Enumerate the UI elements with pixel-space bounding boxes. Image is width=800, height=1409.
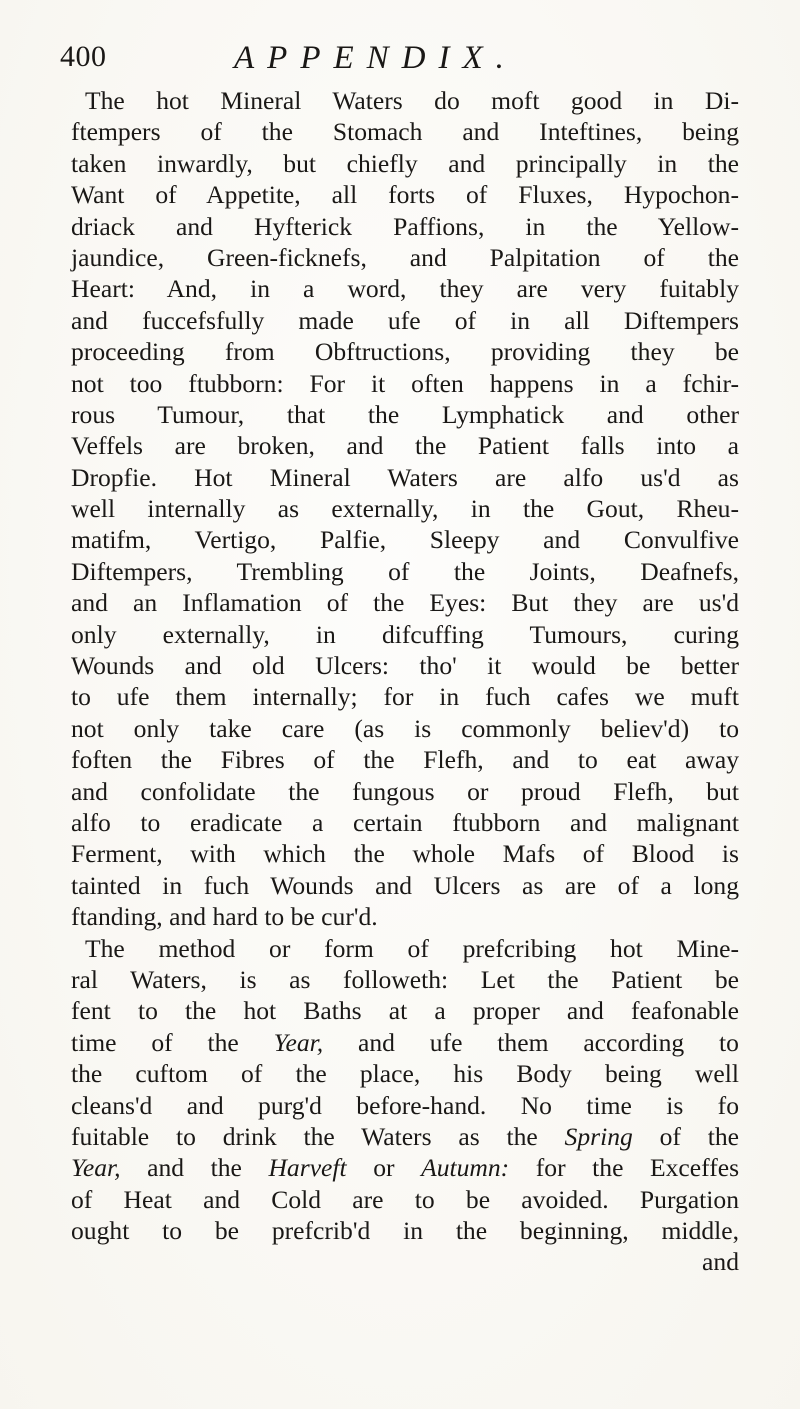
text-line: Ferment, with which the whole Mafs of Blood is: [71, 839, 739, 869]
text-line: fuitable to drink the Waters as the Spring of the: [71, 1121, 740, 1151]
text-line: the cuftom of the place, his Body being well: [71, 1059, 739, 1089]
text-line: of Heat and Cold are to be avoided. Purgation: [71, 1184, 739, 1214]
text-line: ral Waters, is as followeth: Let the Patient be: [71, 964, 739, 994]
page-number: 400: [60, 40, 107, 73]
text-line: well internally as externally, in the Gout, Rheu-: [71, 494, 739, 524]
text-line: Year, and the Harveft or Autumn: for the Exceffes: [71, 1153, 740, 1183]
text-line: driack and Hyfterick Paffions, in the Yellow-: [71, 211, 739, 241]
catchword: and: [702, 1247, 739, 1277]
text-line: Veffels are broken, and the Patient falls into a: [71, 431, 739, 461]
text-line: Diftempers, Trembling of the Joints, Deafnefs,: [71, 556, 739, 586]
text-line: rous Tumour, that the Lymphatick and other: [71, 399, 739, 429]
text-line: and an Inflamation of the Eyes: But they are us'd: [71, 588, 739, 618]
text-line: and confolidate the fungous or proud Flefh, but: [71, 776, 739, 806]
text-line: foften the Fibres of the Flefh, and to eat away: [71, 745, 739, 775]
text-line: not only take care (as is commonly believ'd) to: [71, 713, 739, 743]
text-line: ftanding, and hard to be cur'd.: [71, 902, 378, 932]
text-line: ftempers of the Stomach and Inteftines, being: [71, 117, 739, 147]
text-line: matifm, Vertigo, Palfie, Sleepy and Convulfive: [71, 525, 739, 555]
text-line: The method or form of prefcribing hot Mine-: [85, 933, 739, 963]
text-line: Want of Appetite, all forts of Fluxes, Hypochon-: [71, 180, 739, 210]
text-line: taken inwardly, but chiefly and principally in the: [71, 148, 739, 178]
text-line: to ufe them internally; for in fuch cafes we muft: [71, 682, 739, 712]
text-line: The hot Mineral Waters do moft good in Di-: [85, 86, 739, 115]
text-line: alfo to eradicate a certain ftubborn and malignant: [71, 807, 739, 837]
text-line: ought to be prefcrib'd in the beginning, middle,: [71, 1216, 739, 1246]
text-line: cleans'd and purg'd before-hand. No time is fo: [71, 1090, 739, 1120]
text-line: Wounds and old Ulcers: tho' it would be better: [71, 651, 739, 681]
text-line: only externally, in difcuffing Tumours, curing: [71, 619, 739, 649]
text-line: not too ftubborn: For it often happens in a fchir-: [71, 368, 739, 398]
text-line: Dropfie. Hot Mineral Waters are alfo us'd as: [71, 462, 739, 492]
text-line: and fuccefsfully made ufe of in all Diftempers: [71, 305, 739, 335]
text-line: jaundice, Green-ficknefs, and Palpitation of the: [71, 242, 739, 272]
text-line: proceeding from Obftructions, providing they be: [71, 337, 739, 367]
running-head: APPENDIX.: [234, 40, 517, 76]
text-line: Heart: And, in a word, they are very fuitably: [71, 274, 739, 304]
text-line: fent to the hot Baths at a proper and feafonable: [71, 996, 739, 1026]
text-line: tainted in fuch Wounds and Ulcers as are of a long: [71, 870, 739, 900]
page-header: [46, 40, 746, 80]
body-text: [71, 85, 739, 1278]
text-line: time of the Year, and ufe them according to: [71, 1027, 739, 1057]
